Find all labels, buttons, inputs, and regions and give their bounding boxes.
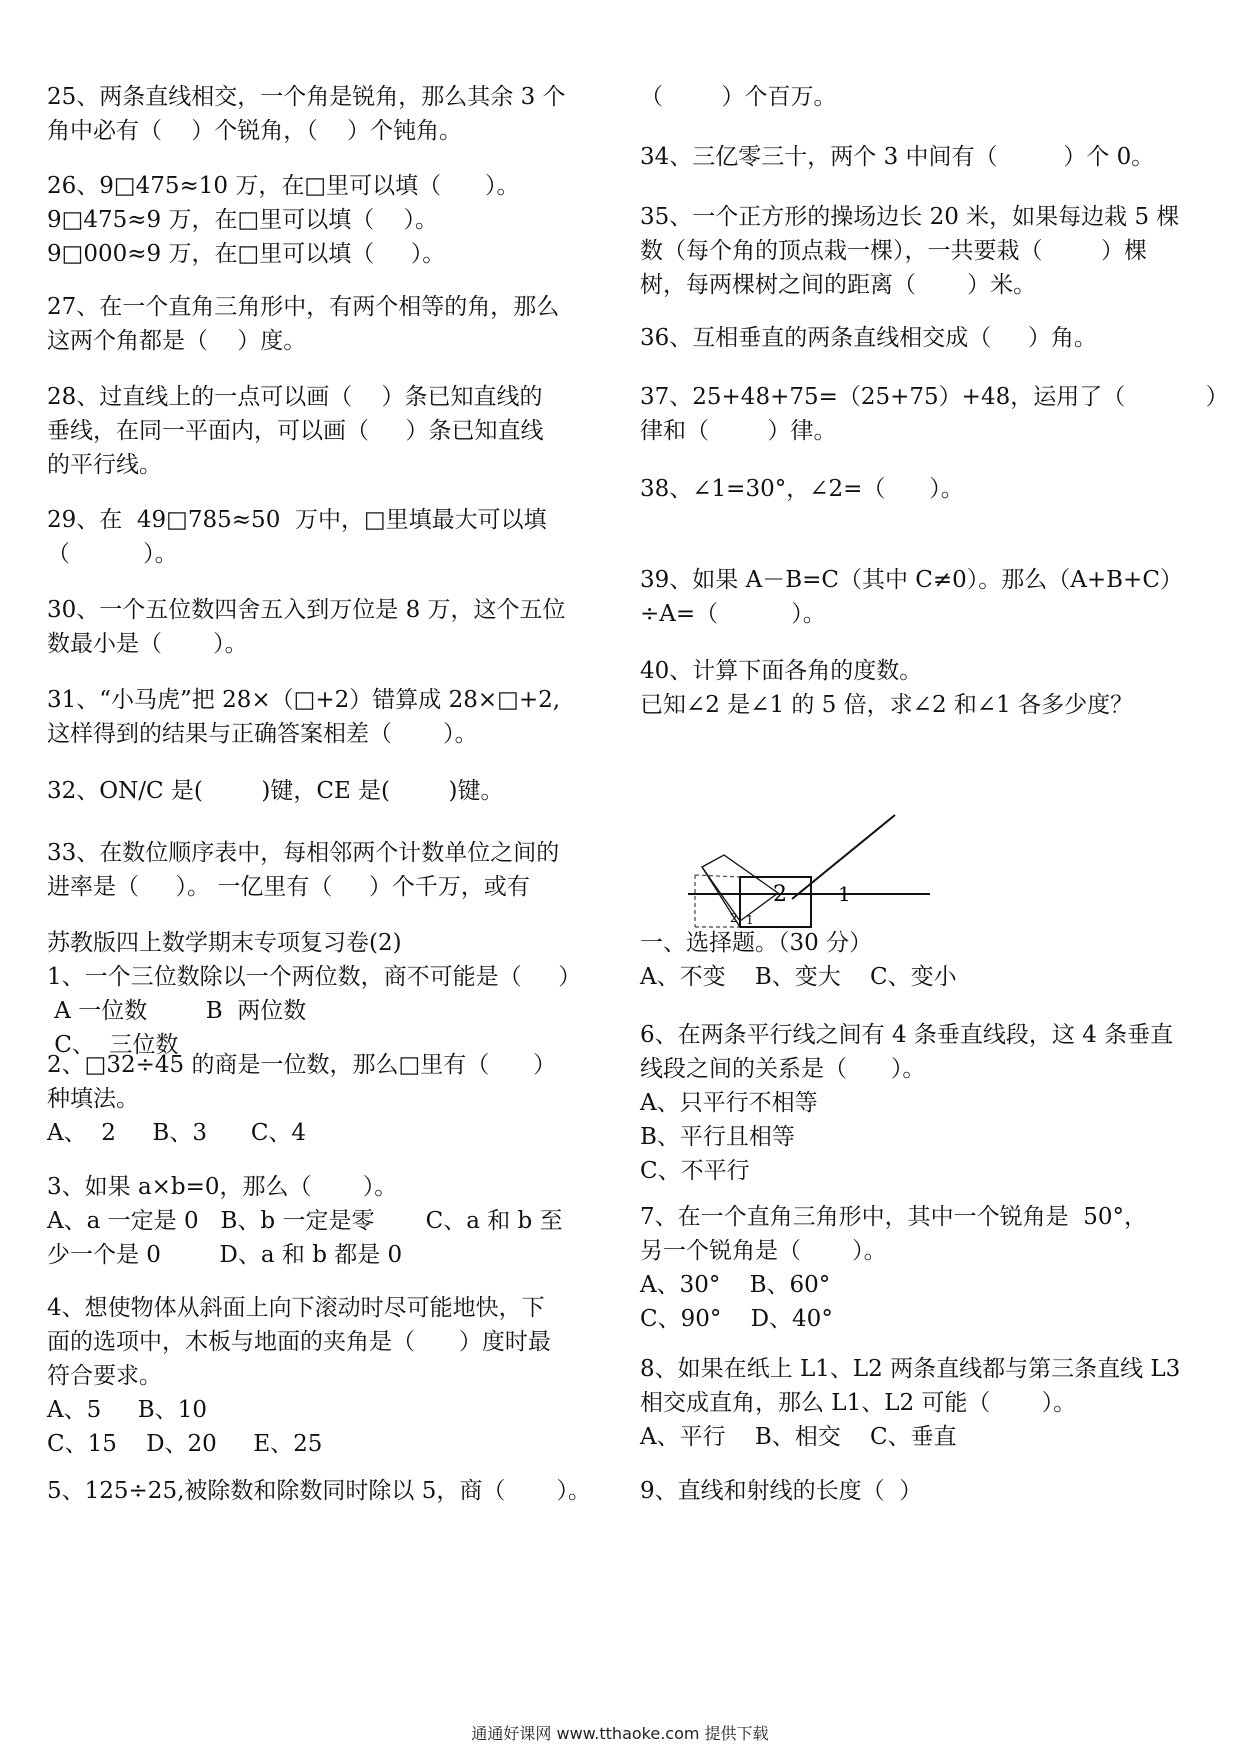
question-36 <box>640 321 1097 355</box>
small-label-2: 2 <box>730 911 738 925</box>
q25-line1: 25、两条直线相交，一个角是锐角，那么其余 3 个 <box>47 84 566 110</box>
q32-line1: 32、ON/C 是( )键，CE 是( )键。 <box>47 778 504 804</box>
angle-label-1: 1 <box>838 882 851 906</box>
angle-figure <box>680 805 940 930</box>
q37-line2: 律和（ ）律。 <box>640 418 837 444</box>
question-32 <box>47 774 503 808</box>
question-mc6 <box>640 1018 1173 1188</box>
question-35 <box>640 200 1179 302</box>
question-mc5 <box>47 1474 591 1508</box>
question-mc2 <box>47 1048 556 1150</box>
mc5-line1: 5、125÷25,被除数和除数同时除以 5，商（ ）。 <box>47 1478 592 1504</box>
mc1-line3: C、 三位数 <box>47 1032 179 1058</box>
q33-line1: 33、在数位顺序表中，每相邻两个计数单位之间的 <box>47 840 560 866</box>
question-39 <box>640 563 1183 631</box>
q27-line2: 这两个角都是（ ）度。 <box>47 328 307 354</box>
question-33-continued <box>640 80 837 114</box>
mc2-line2: 种填法。 <box>47 1086 139 1112</box>
mc6-line2: 线段之间的关系是（ ）。 <box>640 1056 926 1082</box>
q35-line3: 树，每两棵树之间的距离（ ）米。 <box>640 272 1037 298</box>
q33-line2: 进率是（ ）。 一亿里有（ ）个千万，或有 <box>47 874 530 900</box>
mc8-line1: 8、如果在纸上 L1、L2 两条直线都与第三条直线 L3 <box>640 1356 1181 1382</box>
q36-line1: 36、互相垂直的两条直线相交成（ ）角。 <box>640 325 1097 351</box>
mc7-line3: A、30° B、60° <box>640 1272 831 1298</box>
q26-line3: 9□000≈9 万，在□里可以填（ ）。 <box>47 241 446 267</box>
mc4-line1: 4、想使物体从斜面上向下滚动时尽可能地快，下 <box>47 1295 545 1321</box>
q25-line2: 角中必有（ ）个锐角，（ ）个钝角。 <box>47 118 462 144</box>
question-29 <box>47 503 547 571</box>
question-40 <box>640 654 1133 722</box>
mc2-line1: 2、□32÷45 的商是一位数，那么□里有（ ） <box>47 1052 557 1078</box>
mc6-line4: B、平行且相等 <box>640 1124 795 1150</box>
q39-line2: ÷A=（ ）。 <box>640 601 826 627</box>
question-mc4 <box>47 1291 551 1461</box>
q26-line2: 9□475≈9 万，在□里可以填（ ）。 <box>47 207 438 233</box>
question-28 <box>47 380 544 482</box>
question-27 <box>47 290 559 358</box>
mc3-line2: A、a 一定是 0 B、b 一定是零 C、a 和 b 至 <box>47 1208 563 1234</box>
section-heading-line2: A、不变 B、变大 C、变小 <box>640 964 957 990</box>
q35-line1: 35、一个正方形的操场边长 20 米，如果每边栽 5 棵 <box>640 204 1180 230</box>
mc6-line1: 6、在两条平行线之间有 4 条垂直线段，这 4 条垂直 <box>640 1022 1174 1048</box>
q28-line3: 的平行线。 <box>47 452 162 478</box>
mc6-line5: C、不平行 <box>640 1158 750 1184</box>
q33b-line1: （ ）个百万。 <box>640 84 837 110</box>
mc4-line5: C、15 D、20 E、25 <box>47 1431 323 1457</box>
mc3-line1: 3、如果 a×b=0，那么（ ）。 <box>47 1174 398 1200</box>
question-mc7 <box>640 1200 1147 1336</box>
q38-line1: 38、∠1=30°，∠2=（ ）。 <box>640 476 964 502</box>
section-title-and-q1 <box>47 926 581 1062</box>
question-26 <box>47 169 519 271</box>
question-mc9 <box>640 1474 922 1508</box>
q31-line2: 这样得到的结果与正确答案相差（ ）。 <box>47 721 478 747</box>
mc8-line3: A、平行 B、相交 C、垂直 <box>640 1424 957 1450</box>
mc1-line1: 1、一个三位数除以一个两位数，商不可能是（ ） <box>47 964 582 990</box>
mc4-line3: 符合要求。 <box>47 1363 162 1389</box>
q40-line2: 已知∠2 是∠1 的 5 倍，求∠2 和∠1 各多少度？ <box>640 692 1134 718</box>
q40-line1: 40、计算下面各角的度数。 <box>640 658 923 684</box>
dashed-top <box>695 875 740 877</box>
mc4-line4: A、5 B、10 <box>47 1397 207 1423</box>
angle-label-2: 2 <box>773 882 787 907</box>
section-heading-line1: 一、选择题。（30 分） <box>640 930 873 956</box>
mc7-line2: 另一个锐角是（ ）。 <box>640 1238 887 1264</box>
mc7-line1: 7、在一个直角三角形中，其中一个锐角是 50°， <box>640 1204 1148 1230</box>
mc3-line3: 少一个是 0 D、a 和 b 都是 0 <box>47 1242 403 1268</box>
question-mc3 <box>47 1170 563 1272</box>
q28-line1: 28、过直线上的一点可以画（ ）条已知直线的 <box>47 384 543 410</box>
q27-line1: 27、在一个直角三角形中，有两个相等的角，那么 <box>47 294 560 320</box>
small-label-1: 1 <box>746 913 754 927</box>
question-30 <box>47 593 566 661</box>
q29-line2: （ ）。 <box>47 541 178 567</box>
q35-line2: 数（每个角的顶点栽一棵），一共要栽（ ）棵 <box>640 238 1147 264</box>
question-25 <box>47 80 566 148</box>
q34-line1: 34、三亿零三十，两个 3 中间有（ ）个 0。 <box>640 144 1155 170</box>
mc1-line2: A 一位数 B 两位数 <box>47 998 307 1024</box>
question-38 <box>640 472 964 506</box>
question-33 <box>47 836 559 904</box>
worksheet-title: 苏教版四上数学期末专项复习卷(2) <box>47 930 402 956</box>
q26-line1: 26、9□475≈10 万，在□里可以填（ ）。 <box>47 173 520 199</box>
question-mc8 <box>640 1352 1180 1454</box>
q30-line2: 数最小是（ ）。 <box>47 631 248 657</box>
section-heading <box>640 926 957 994</box>
q29-line1: 29、在 49□785≈50 万中，□里填最大可以填 <box>47 507 547 533</box>
mc6-line3: A、只平行不相等 <box>640 1090 818 1116</box>
mc7-line4: C、90° D、40° <box>640 1306 833 1332</box>
question-34 <box>640 140 1154 174</box>
mc4-line2: 面的选项中，木板与地面的夹角是（ ）度时最 <box>47 1329 551 1355</box>
question-37 <box>640 380 1229 448</box>
mc9-line1: 9、直线和射线的长度（ ） <box>640 1478 923 1504</box>
q28-line2: 垂线，在同一平面内，可以画（ ）条已知直线 <box>47 418 544 444</box>
page-footer: 通通好课网 www.tthaoke.com 提供下载 <box>471 1724 769 1743</box>
mc2-line3: A、 2 B、3 C、4 <box>47 1120 307 1146</box>
mc8-line2: 相交成直角，那么 L1、L2 可能（ ）。 <box>640 1390 1077 1416</box>
q30-line1: 30、一个五位数四舍五入到万位是 8 万，这个五位 <box>47 597 566 623</box>
q37-line1: 37、25+48+75=（25+75）+48，运用了（ ） <box>640 384 1229 410</box>
q39-line1: 39、如果 A－B=C（其中 C≠0）。那么（A+B+C） <box>640 567 1183 593</box>
question-31 <box>47 683 560 751</box>
q31-line1: 31、“小马虎”把 28×（□+2）错算成 28×□+2, <box>47 687 561 713</box>
